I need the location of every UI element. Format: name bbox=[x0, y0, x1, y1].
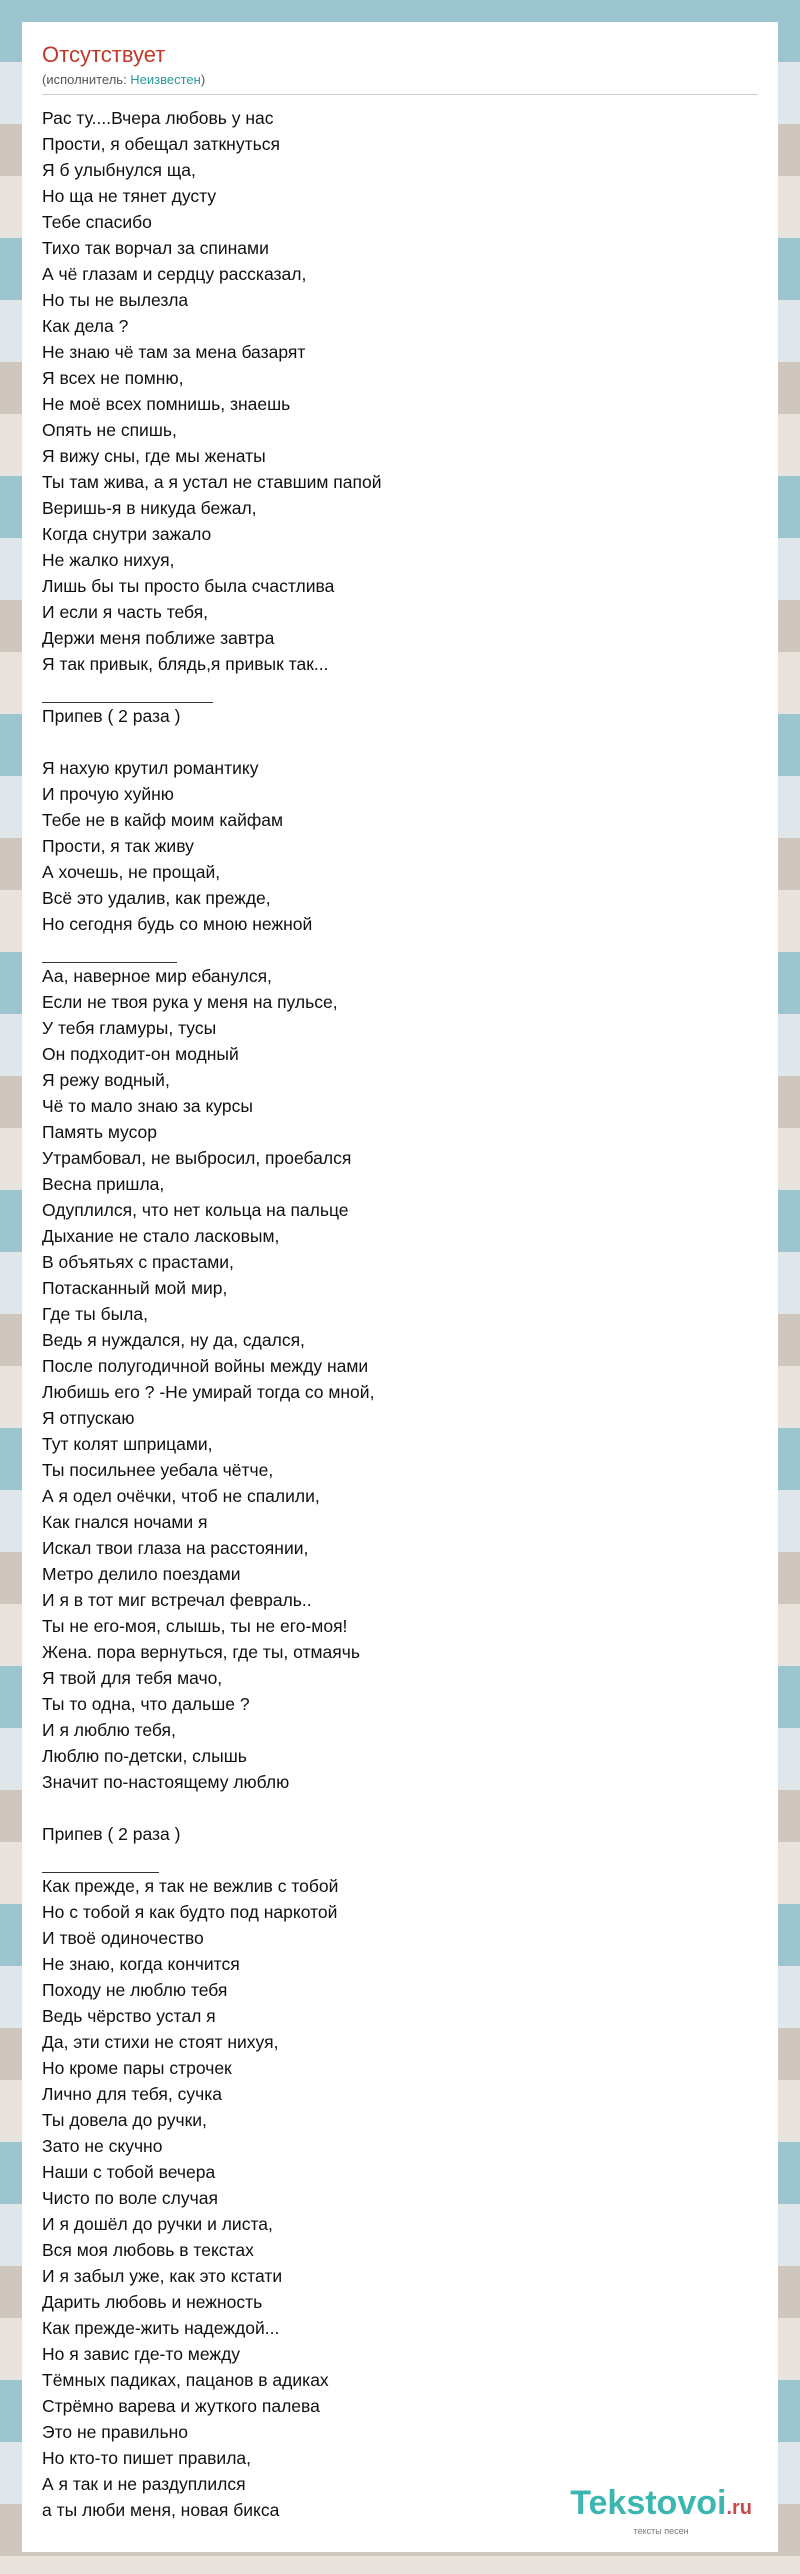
lyric-line: Не моё всех помнишь, знаешь bbox=[42, 394, 291, 414]
lyric-line: И прочую хуйню bbox=[42, 784, 174, 804]
lyric-line: Рас ту....Вчера любовь у нас bbox=[42, 108, 274, 128]
header-divider bbox=[42, 94, 758, 95]
lyric-line: Не знаю, когда кончится bbox=[42, 1954, 240, 1974]
lyric-line: Тебе спасибо bbox=[42, 212, 152, 232]
lyric-line: Дыхание не стало ласковым, bbox=[42, 1226, 280, 1246]
lyric-line bbox=[42, 1847, 159, 1873]
lyric-line: Тут колят шприцами, bbox=[42, 1434, 213, 1454]
lyric-line: А я одел очёчки, чтоб не спалили, bbox=[42, 1486, 320, 1506]
lyric-line: Как прежде, я так не вежлив с тобой bbox=[42, 1876, 339, 1896]
lyric-line: Но сегодня будь со мною нежной bbox=[42, 914, 313, 934]
lyric-line: Ты то одна, что дальше ? bbox=[42, 1694, 250, 1714]
lyric-line: Жена. пора вернуться, где ты, отмаячь bbox=[42, 1642, 360, 1662]
lyric-line: Держи меня поближе завтра bbox=[42, 628, 275, 648]
lyric-line: Вся моя любовь в текстах bbox=[42, 2240, 254, 2260]
lyric-line: Как дела ? bbox=[42, 316, 129, 336]
artist-meta bbox=[42, 72, 758, 88]
lyric-line: Я нахую крутил романтику bbox=[42, 758, 259, 778]
lyric-line: И я люблю тебя, bbox=[42, 1720, 176, 1740]
lyric-line: Метро делило поездами bbox=[42, 1564, 241, 1584]
lyric-line: Аа, наверное мир ебанулся, bbox=[42, 966, 272, 986]
lyric-line: Одуплился, что нет кольца на пальце bbox=[42, 1200, 349, 1220]
lyric-line: Да, эти стихи не стоят нихуя, bbox=[42, 2032, 279, 2052]
lyric-line: Ведь я нуждался, ну да, сдался, bbox=[42, 1330, 305, 1350]
lyric-line: Чё то мало знаю за курсы bbox=[42, 1096, 253, 1116]
lyric-line: Прости, я так живу bbox=[42, 836, 194, 856]
lyric-line: Если не твоя рука у меня на пульсе, bbox=[42, 992, 338, 1012]
lyric-line: А я так и не раздуплился bbox=[42, 2474, 246, 2494]
lyric-line bbox=[42, 1795, 758, 1821]
lyric-line: Но я завис где-то между bbox=[42, 2344, 241, 2364]
lyric-line: Где ты была, bbox=[42, 1304, 148, 1324]
lyric-line: Весна пришла, bbox=[42, 1174, 165, 1194]
lyrics-text bbox=[42, 105, 758, 2523]
lyric-line: Тёмных падиках, пацанов в адиках bbox=[42, 2370, 329, 2390]
lyric-line: Не жалко нихуя, bbox=[42, 550, 175, 570]
logo-tld: .ru bbox=[726, 2497, 752, 2519]
lyric-line: Тихо так ворчал за спинами bbox=[42, 238, 269, 258]
lyric-line: Я вижу сны, где мы женаты bbox=[42, 446, 266, 466]
lyric-line: Дарить любовь и нежность bbox=[42, 2292, 263, 2312]
lyric-line: И я в тот миг встречал февраль.. bbox=[42, 1590, 312, 1610]
lyric-line: А хочешь, не прощай, bbox=[42, 862, 221, 882]
lyric-line: Ты не его-моя, слышь, ты не его-моя! bbox=[42, 1616, 348, 1636]
lyric-line: Лишь бы ты просто была счастлива bbox=[42, 576, 335, 596]
lyric-line: Я всех не помню, bbox=[42, 368, 184, 388]
lyrics-card bbox=[22, 22, 778, 2552]
lyric-line: Опять не спишь, bbox=[42, 420, 177, 440]
lyric-line: Ты посильнее уебала чётче, bbox=[42, 1460, 274, 1480]
lyric-line: Потасканный мой мир, bbox=[42, 1278, 228, 1298]
lyric-line: Память мусор bbox=[42, 1122, 158, 1142]
lyric-line: Когда снутри зажало bbox=[42, 524, 212, 544]
lyric-line: Я б улыбнулся ща, bbox=[42, 160, 196, 180]
lyric-line: И твоё одиночество bbox=[42, 1928, 204, 1948]
lyric-line: Припев ( 2 раза ) bbox=[42, 1824, 181, 1844]
lyric-line: Значит по-настоящему люблю bbox=[42, 1772, 290, 1792]
lyric-line bbox=[42, 729, 758, 755]
song-title: Отсутствует bbox=[42, 42, 166, 67]
lyric-line: Искал твои глаза на расстоянии, bbox=[42, 1538, 309, 1558]
lyric-line: Он подходит-он модный bbox=[42, 1044, 239, 1064]
lyric-line: После полугодичной войны между нами bbox=[42, 1356, 369, 1376]
lyric-line: А чё глазам и сердцу рассказал, bbox=[42, 264, 307, 284]
lyric-line: Люблю по-детски, слышь bbox=[42, 1746, 247, 1766]
lyric-line: Я так привык, блядь,я привык так... bbox=[42, 654, 329, 674]
lyric-line: Ты там жива, а я устал не ставшим папой bbox=[42, 472, 382, 492]
lyric-line: Походу не люблю тебя bbox=[42, 1980, 228, 2000]
lyric-line: Но кто-то пишет правила, bbox=[42, 2448, 252, 2468]
lyric-line: Наши с тобой вечера bbox=[42, 2162, 216, 2182]
lyric-line: Но кроме пары строчек bbox=[42, 2058, 232, 2078]
artist-suffix: ) bbox=[200, 72, 206, 87]
site-logo[interactable] bbox=[570, 2485, 752, 2536]
logo-name: Tekstovoi bbox=[570, 2484, 727, 2522]
lyric-line: Зато не скучно bbox=[42, 2136, 163, 2156]
lyric-line: Но ща не тянет дусту bbox=[42, 186, 217, 206]
lyric-line: Припев ( 2 раза ) bbox=[42, 706, 181, 726]
artist-link[interactable]: Неизвестен bbox=[130, 72, 201, 87]
lyric-line: Веришь-я в никуда бежал, bbox=[42, 498, 257, 518]
lyric-line bbox=[42, 677, 213, 703]
artist-prefix: (исполнитель: bbox=[42, 72, 131, 87]
lyric-line: Всё это удалив, как прежде, bbox=[42, 888, 271, 908]
lyric-line: У тебя гламуры, тусы bbox=[42, 1018, 217, 1038]
lyric-line: Я твой для тебя мачо, bbox=[42, 1668, 223, 1688]
lyric-line: Стрёмно варева и жуткого палева bbox=[42, 2396, 320, 2416]
lyric-line: Но с тобой я как будто под наркотой bbox=[42, 1902, 338, 1922]
lyric-line: И я дошёл до ручки и листа, bbox=[42, 2214, 273, 2234]
lyric-line: Ты довела до ручки, bbox=[42, 2110, 207, 2130]
lyric-line: Не знаю чё там за мена базарят bbox=[42, 342, 306, 362]
lyric-line: И если я часть тебя, bbox=[42, 602, 209, 622]
lyric-line: Но ты не вылезла bbox=[42, 290, 189, 310]
lyric-line: Как прежде-жить надеждой... bbox=[42, 2318, 280, 2338]
lyric-line: Любишь его ? -Не умирай тогда со мной, bbox=[42, 1382, 375, 1402]
lyric-line: Чисто по воле случая bbox=[42, 2188, 218, 2208]
lyric-line: Утрамбовал, не выбросил, проебался bbox=[42, 1148, 352, 1168]
lyric-line: Ведь чёрство устал я bbox=[42, 2006, 216, 2026]
lyric-line: Прости, я обещал заткнуться bbox=[42, 134, 280, 154]
logo-tagline: тексты песен bbox=[633, 2526, 689, 2536]
lyric-line: В объятьях с прастами, bbox=[42, 1252, 234, 1272]
lyric-line: Как гнался ночами я bbox=[42, 1512, 208, 1532]
lyric-line: Это не правильно bbox=[42, 2422, 188, 2442]
lyric-line: Лично для тебя, сучка bbox=[42, 2084, 222, 2104]
lyric-line: И я забыл уже, как это кстати bbox=[42, 2266, 283, 2286]
lyric-line: Тебе не в кайф моим кайфам bbox=[42, 810, 284, 830]
lyric-line: а ты люби меня, новая бикса bbox=[42, 2500, 280, 2520]
lyric-line bbox=[42, 937, 177, 963]
lyric-line: Я режу водный, bbox=[42, 1070, 170, 1090]
lyric-line: Я отпускаю bbox=[42, 1408, 135, 1428]
